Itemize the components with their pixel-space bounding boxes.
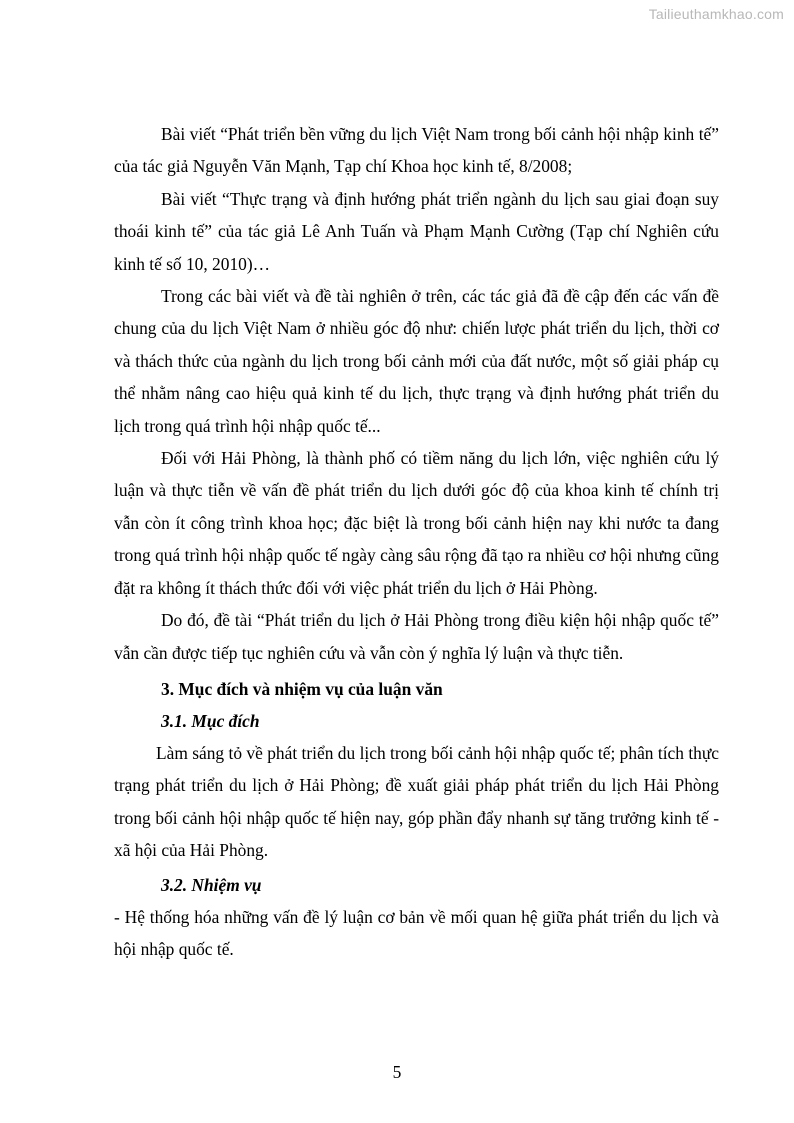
section-3-2-text: - Hệ thống hóa những vấn đề lý luận cơ bản về mối quan hệ giữa phát triển du lịch và hội nhập quốc tế. bbox=[114, 906, 719, 959]
watermark: Tailieuthamkhao.com bbox=[648, 6, 784, 22]
section-3-1-text: Làm sáng tỏ về phát triển du lịch trong bối cảnh hội nhập quốc tế; phân tích thực trạng phát triển du lịch ở Hải Phòng; đề xuất giải pháp phát triển du lịch Hải Phòng trong bối cảnh hội nhập quốc tế hiện nay, góp phần đẩy nhanh sự tăng trưởng kinh tế - xã hội của Hải Phòng. bbox=[114, 742, 719, 861]
paragraph-3: Trong các bài viết và đề tài nghiên ở trên, các tác giả đã đề cập đến các vấn đề chung của du lịch Việt Nam ở nhiều góc độ như: chiến lược phát triển du lịch, thời cơ và thách thức của ngành du lịch trong bối cảnh mới của đất nước, một số giải pháp cụ thể nhằm nâng cao hiệu quả kinh tế du lịch, thực trạng và định hướng phát triển du lịch trong quá trình hội nhập quốc tế... bbox=[114, 286, 719, 436]
section-3-1-heading: 3.1. Mục đích bbox=[161, 710, 260, 731]
paragraph-5: Do đó, đề tài “Phát triển du lịch ở Hải Phòng trong điều kiện hội nhập quốc tế” vẫn cần được tiếp tục nghiên cứu và vẫn còn ý nghĩa lý luận và thực tiễn. bbox=[114, 610, 719, 663]
page-number: 5 bbox=[392, 1062, 402, 1082]
paragraph-4: Đối với Hải Phòng, là thành phố có tiềm năng du lịch lớn, việc nghiên cứu lý luận và thực tiễn về vấn đề phát triển du lịch dưới góc độ của khoa kinh tế chính trị vẫn còn ít công trình khoa học; đặc biệt là trong bối cảnh hiện nay khi nước ta đang trong quá trình hội nhập quốc tế ngày càng sâu rộng đã tạo ra nhiều cơ hội nhưng cũng đặt ra không ít thách thức đối với việc phát triển du lịch ở Hải Phòng. bbox=[114, 448, 719, 598]
body-text bbox=[114, 118, 719, 965]
paragraph-1: Bài viết “Phát triển bền vững du lịch Việt Nam trong bối cảnh hội nhập kinh tế” của tác giả Nguyễn Văn Mạnh, Tạp chí Khoa học kinh tế, 8/2008; bbox=[114, 124, 719, 177]
section-3-heading: 3. Mục đích và nhiệm vụ của luận văn bbox=[161, 678, 443, 699]
section-3-2-heading: 3.2. Nhiệm vụ bbox=[161, 874, 262, 895]
paragraph-2: Bài viết “Thực trạng và định hướng phát triển ngành du lịch sau giai đoạn suy thoái kinh tế” của tác giả Lê Anh Tuấn và Phạm Mạnh Cường (Tạp chí Nghiên cứu kinh tế số 10, 2010)… bbox=[114, 188, 719, 274]
